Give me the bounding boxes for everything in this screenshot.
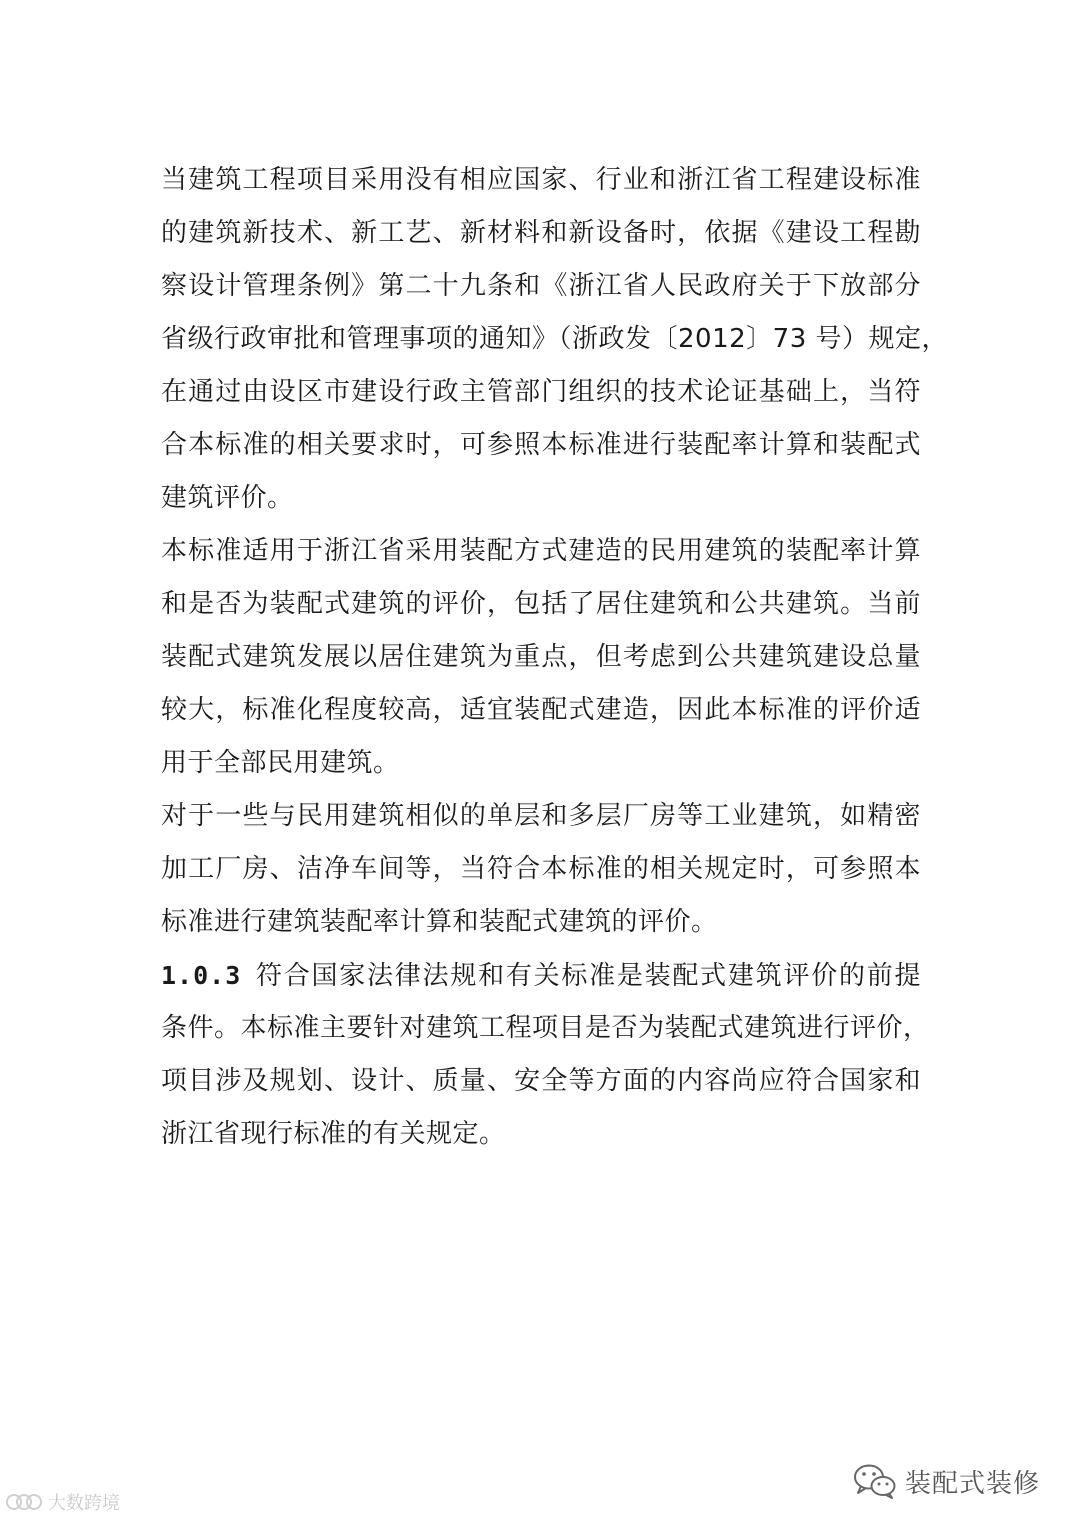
clause-text: 符合国家法律法规和有关标准是装配式建筑评价的前提 (256, 961, 921, 991)
paragraph-line: 标准进行建筑装配率计算和装配式建筑的评价。 (161, 907, 718, 937)
watermark-right-text: 装配式装修 (905, 1468, 1041, 1499)
watermark-right (853, 1462, 1040, 1500)
paragraph-line: 加工厂房、洁净车间等，当符合本标准的相关规定时，可参照本 (161, 854, 921, 884)
paragraph-line: 察设计管理条例》第二十九条和《浙江省人民政府关于下放部分 (161, 271, 921, 301)
wechat-icon (853, 1462, 897, 1500)
clause-line: 条件。本标准主要针对建筑工程项目是否为装配式建筑进行评价， (161, 1013, 930, 1043)
clause-heading-line (161, 949, 921, 1002)
paragraph-line: 当建筑工程项目采用没有相应国家、行业和浙江省工程建设标准 (161, 165, 921, 195)
paragraph-line: 在通过由设区市建设行政主管部门组织的技术论证基础上，当符 (161, 377, 921, 407)
paragraph-line: 建筑评价。 (161, 483, 294, 513)
watermark-left-text: 大数跨境 (48, 1493, 120, 1514)
paragraph-line: 合本标准的相关要求时，可参照本标准进行装配率计算和装配式 (161, 430, 921, 460)
watermark-left (4, 1489, 120, 1515)
chain-logo-icon (4, 1491, 44, 1513)
paragraph-line: 用于全部民用建筑。 (161, 748, 400, 778)
clause-number: 1.0.3 (161, 961, 242, 990)
paragraph-line: 本标准适用于浙江省采用装配方式建造的民用建筑的装配率计算 (161, 536, 921, 566)
paragraph-line: 和是否为装配式建筑的评价，包括了居住建筑和公共建筑。当前 (161, 589, 921, 619)
paragraph-line: 的建筑新技术、新工艺、新材料和新设备时，依据《建设工程勘 (161, 218, 921, 248)
paragraph-line: 装配式建筑发展以居住建筑为重点，但考虑到公共建筑建设总量 (161, 642, 921, 672)
paragraph-line: 省级行政审批和管理事项的通知》（浙政发〔2012〕73 号）规定， (161, 324, 949, 354)
clause-line: 项目涉及规划、设计、质量、安全等方面的内容尚应符合国家和 (161, 1066, 921, 1096)
clause-line: 浙江省现行标准的有关规定。 (161, 1119, 506, 1149)
paragraph-line: 较大，标准化程度较高，适宜装配式建造，因此本标准的评价适 (161, 695, 921, 725)
document-body (161, 154, 949, 1161)
paragraph-line: 对于一些与民用建筑相似的单层和多层厂房等工业建筑，如精密 (161, 801, 921, 831)
